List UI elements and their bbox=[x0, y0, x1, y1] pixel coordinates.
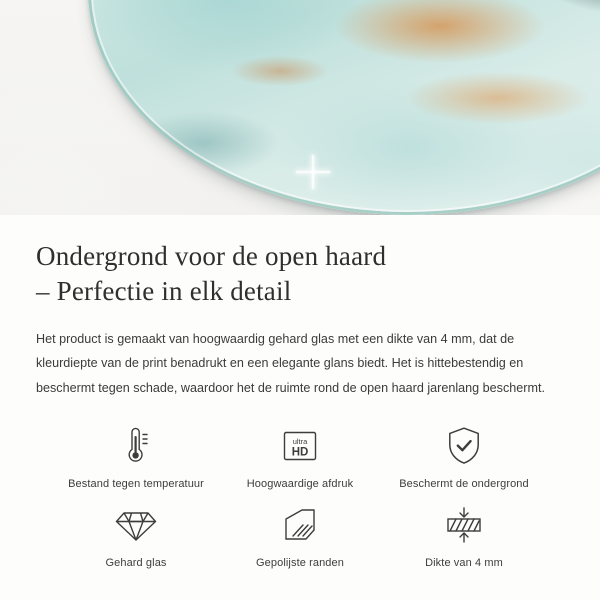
description-content bbox=[0, 215, 600, 570]
svg-text:ultra: ultra bbox=[292, 436, 308, 446]
polished-edges-icon bbox=[281, 503, 319, 547]
description-paragraph: Het product is gemaakt van hoogwaardig gehard glas met een dikte van 4 mm, dat de kleurdiepte van de print benadrukt en een elegante glans biedt. Het is hittebestendig en beschermt tegen schade, waardoor het de ruimte rond de open haard jarenlang beschermt. bbox=[36, 332, 545, 395]
thickness-4mm-icon bbox=[442, 503, 486, 547]
feature-grid bbox=[36, 424, 564, 571]
feature-label: Bestand tegen temperatuur bbox=[68, 477, 204, 490]
page-title bbox=[36, 239, 564, 309]
feature-label: Hoogwaardige afdruk bbox=[246, 477, 354, 490]
feature-label: Dikte van 4 mm bbox=[425, 557, 503, 569]
hero-image bbox=[0, 0, 600, 215]
feature-thickness bbox=[382, 503, 546, 570]
feature-print-quality bbox=[218, 424, 382, 491]
feature-surface-protection bbox=[382, 424, 546, 491]
feature-tempered-glass bbox=[54, 503, 218, 570]
headline-line-1: Ondergrond voor de open haard bbox=[36, 241, 387, 271]
shield-check-icon bbox=[446, 424, 482, 468]
feature-label: Beschermt de ondergrond bbox=[399, 477, 529, 490]
ultra-hd-icon bbox=[280, 424, 320, 468]
feature-label: Gehard glas bbox=[105, 557, 167, 569]
diamond-icon bbox=[115, 503, 157, 547]
svg-text:HD: HD bbox=[291, 446, 309, 459]
glass-panel-image bbox=[88, 0, 600, 215]
headline-line-2: – Perfectie in elk detail bbox=[36, 276, 292, 307]
thermometer-icon bbox=[119, 424, 153, 468]
feature-temperature bbox=[54, 424, 218, 491]
feature-polished-edges bbox=[218, 503, 382, 570]
feature-label: Gepolijste randen bbox=[256, 557, 344, 569]
